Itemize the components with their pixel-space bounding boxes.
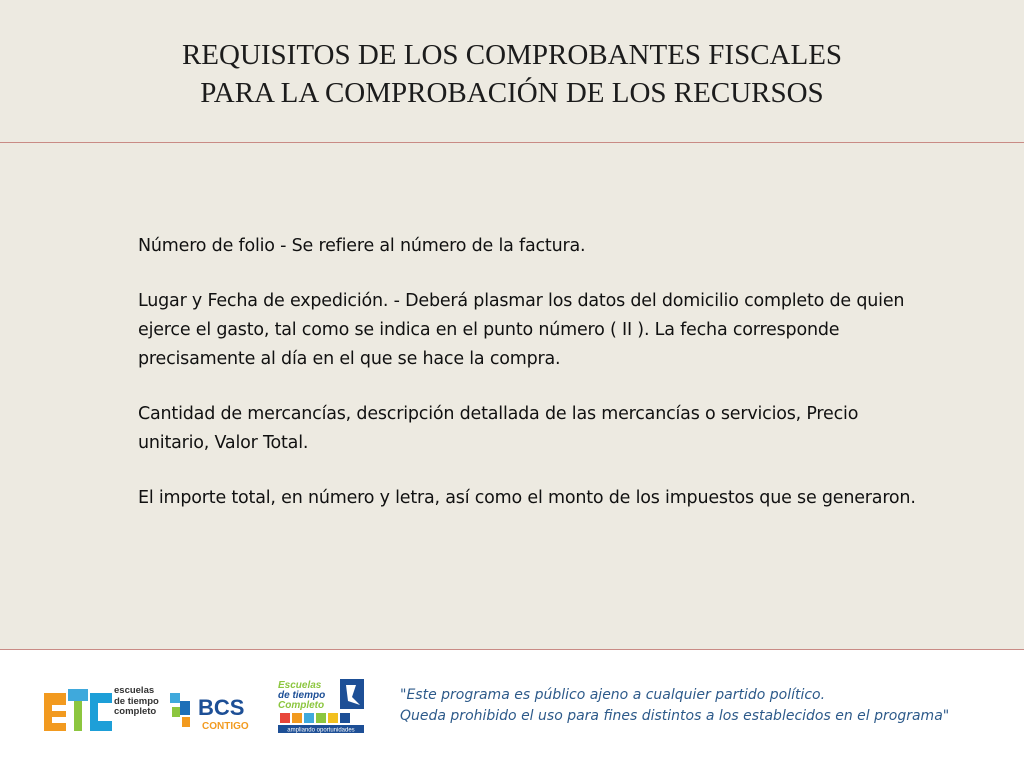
disclaimer-line-1: "Este programa es público ajeno a cualquier partido político. [400, 687, 826, 703]
bcs-contigo-logo [168, 687, 264, 733]
etc-logo-text [114, 686, 159, 718]
paragraph-importe: El importe total, en número y letra, así como el monto de los impuestos que se generaron. [138, 488, 916, 508]
etc-logo-line-1: escuelas [114, 685, 155, 696]
slide-title [0, 36, 1024, 112]
slide-title-line-1: REQUISITOS DE LOS COMPROBANTES FISCALES [181, 39, 843, 71]
escuelas-tiempo-completo-logo [276, 677, 368, 735]
paragraph-folio: Número de folio - Se refiere al número de la factura. [138, 236, 586, 256]
disclaimer-line-2: Queda prohibido el uso para fines distintos a los establecidos en el programa" [400, 708, 950, 724]
top-divider [0, 142, 1024, 143]
etc-logo-line-3: completo [114, 706, 157, 717]
esc-logo-tagline: ampliando oportunidades [287, 727, 355, 734]
esc-logo-line-1: Escuelas [278, 680, 322, 691]
paragraph-lugar-fecha: Lugar y Fecha de expedición. - Deberá plasmar los datos del domicilio completo de quien ejerce el gasto, tal como se indica en el punto número ( II ). La fecha corresponde precisamente al día en el que se hace la compra. [138, 291, 905, 369]
bcs-logo-sub: CONTIGO [202, 721, 249, 732]
program-disclaimer [400, 685, 1010, 727]
requirements-text [138, 232, 918, 539]
etc-logo-line-2: de tiempo [114, 695, 159, 707]
esc-logo-line-3: Completo [278, 700, 325, 711]
esc-logo-line-2: de tiempo [278, 690, 326, 701]
slide-title-line-2: PARA LA COMPROBACIÓN DE LOS RECURSOS [200, 77, 824, 109]
paragraph-cantidad: Cantidad de mercancías, descripción detallada de las mercancías o servicios, Precio unitario, Valor Total. [138, 404, 859, 453]
bcs-logo-main: BCS [198, 695, 245, 720]
